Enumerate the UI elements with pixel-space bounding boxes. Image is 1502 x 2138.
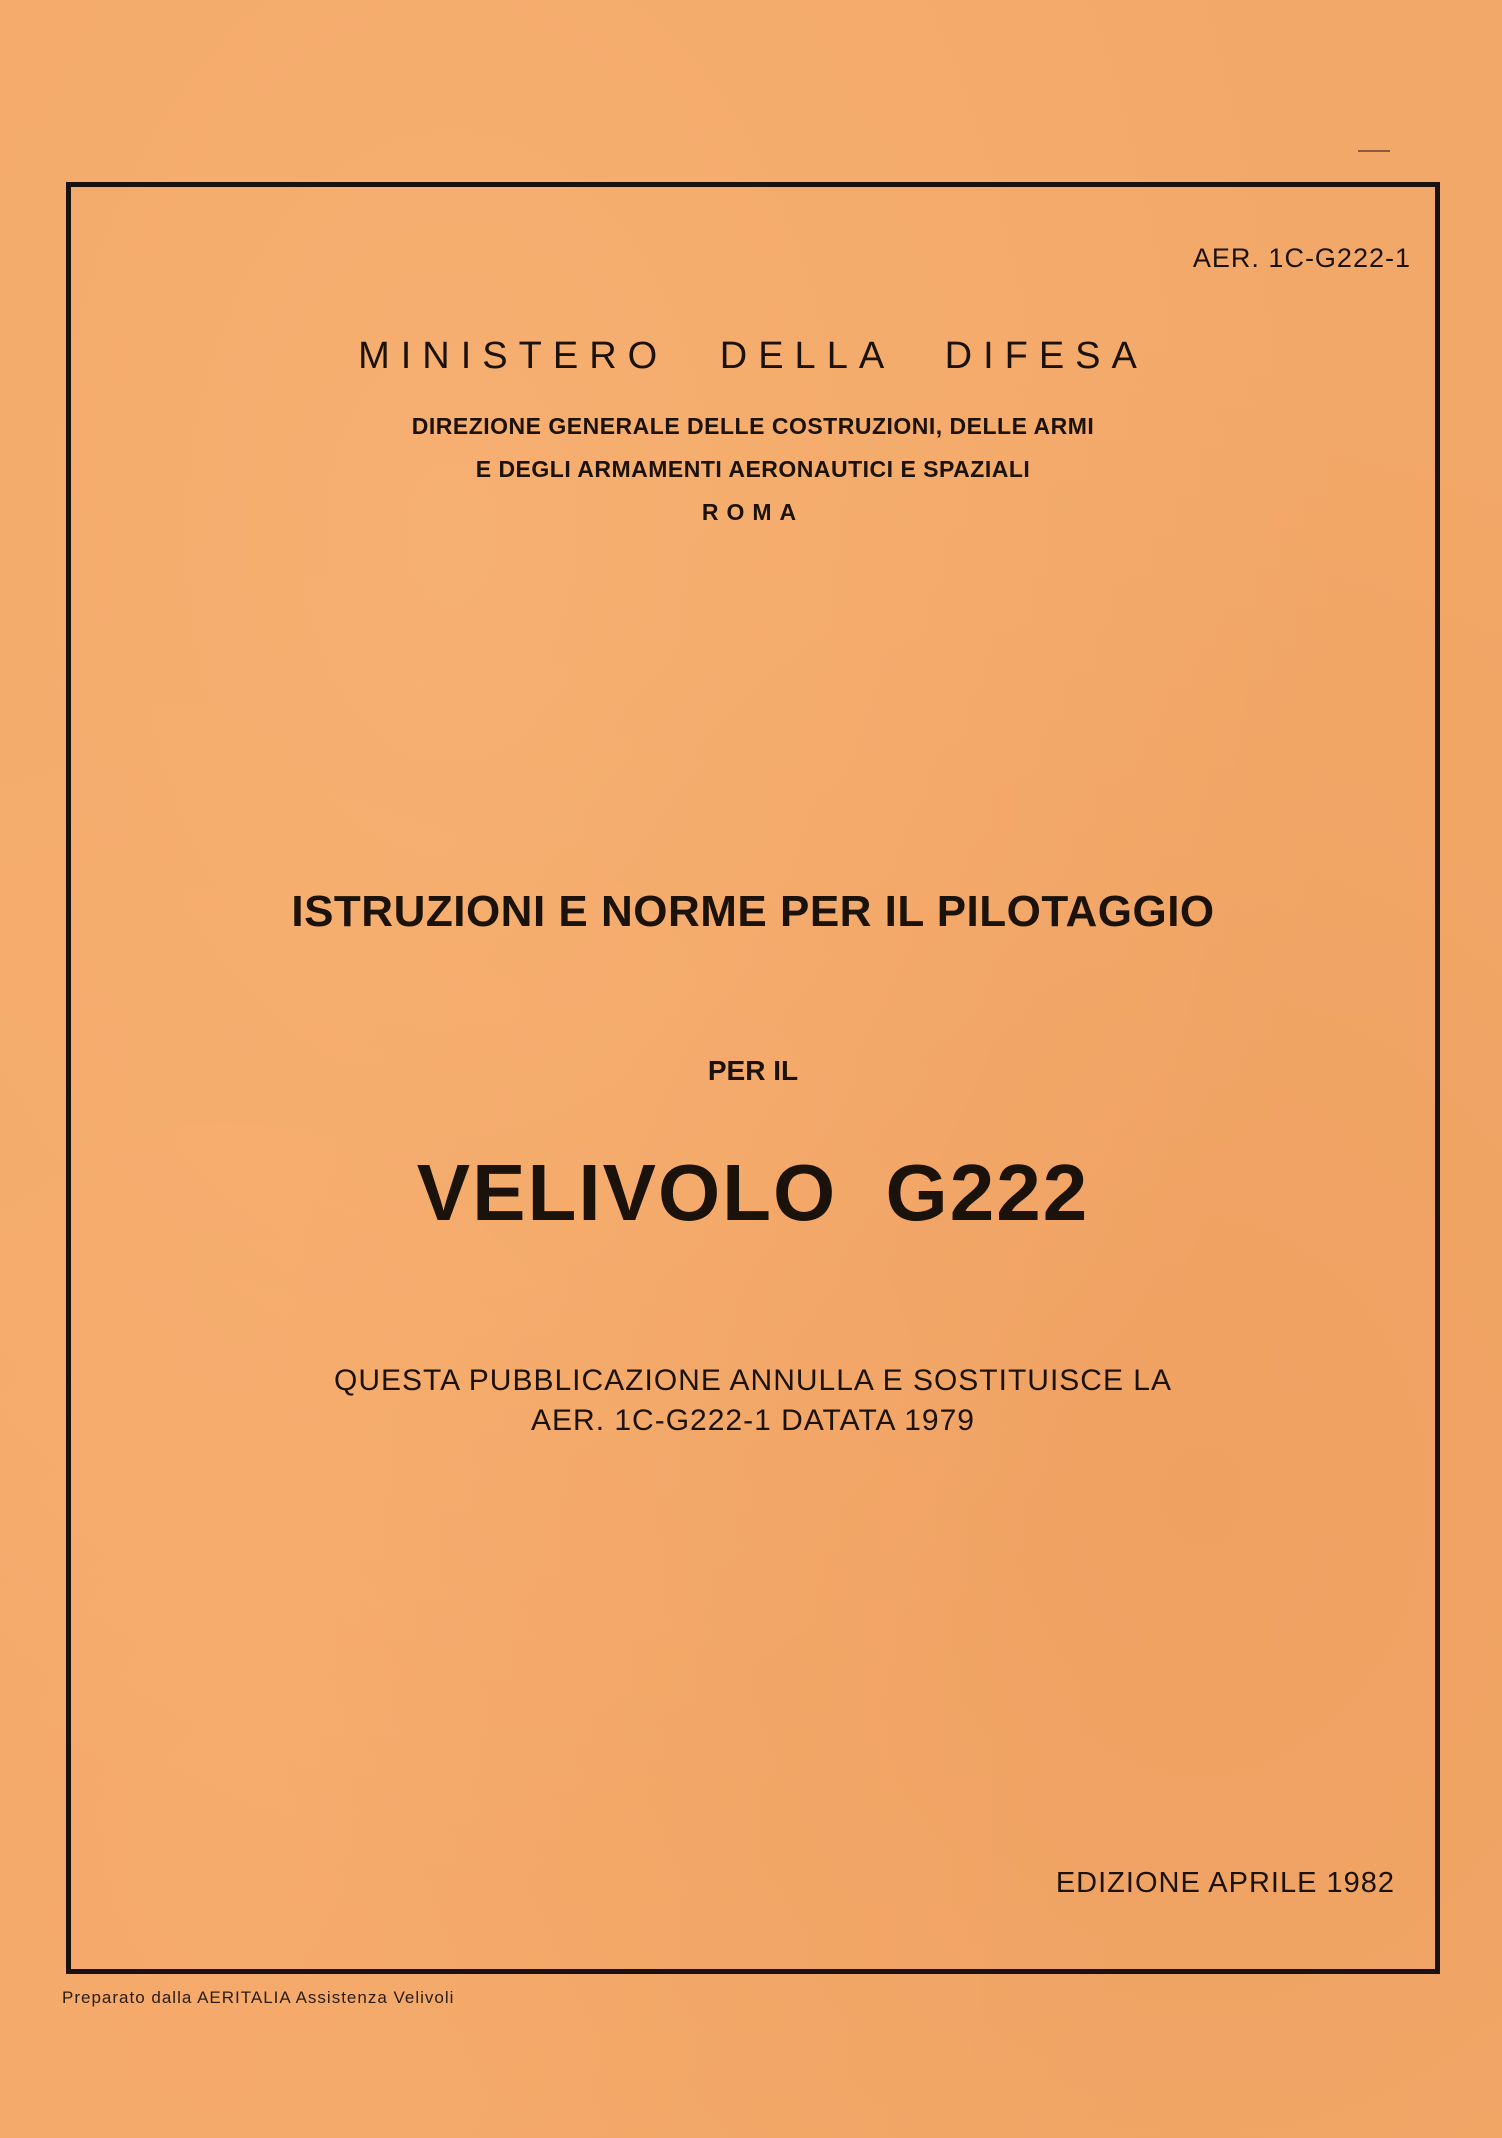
ministry-heading: MINISTERO DELLA DIFESA [358,335,1148,377]
direction-line-2: E DEGLI ARMAMENTI AERONAUTICI E SPAZIALI [475,456,1031,482]
direction-line-1: DIREZIONE GENERALE DELLE COSTRUZIONI, DELLE ARMI [411,413,1095,439]
direction-block [71,405,1435,534]
direction-city: ROMA [701,499,805,525]
supersede-line-2: AER. 1C-G222-1 DATATA 1979 [531,1404,975,1437]
edition-date: EDIZIONE APRILE 1982 [1055,1867,1395,1899]
supersede-notice [71,1361,1435,1441]
per-il-label: PER IL [707,1055,799,1086]
supersede-line-1: QUESTA PUBBLICAZIONE ANNULLA E SOSTITUISCE LA [333,1364,1172,1397]
aircraft-name: VELIVOLO G222 [416,1148,1090,1237]
cover-frame [66,182,1440,1974]
prepared-by-note: Preparato dalla AERITALIA Assistenza Velivoli [62,1988,455,2007]
corner-mark [1358,150,1390,152]
document-title: ISTRUZIONI E NORME PER IL PILOTAGGIO [291,887,1215,936]
document-code: AER. 1C-G222-1 [1192,243,1411,273]
